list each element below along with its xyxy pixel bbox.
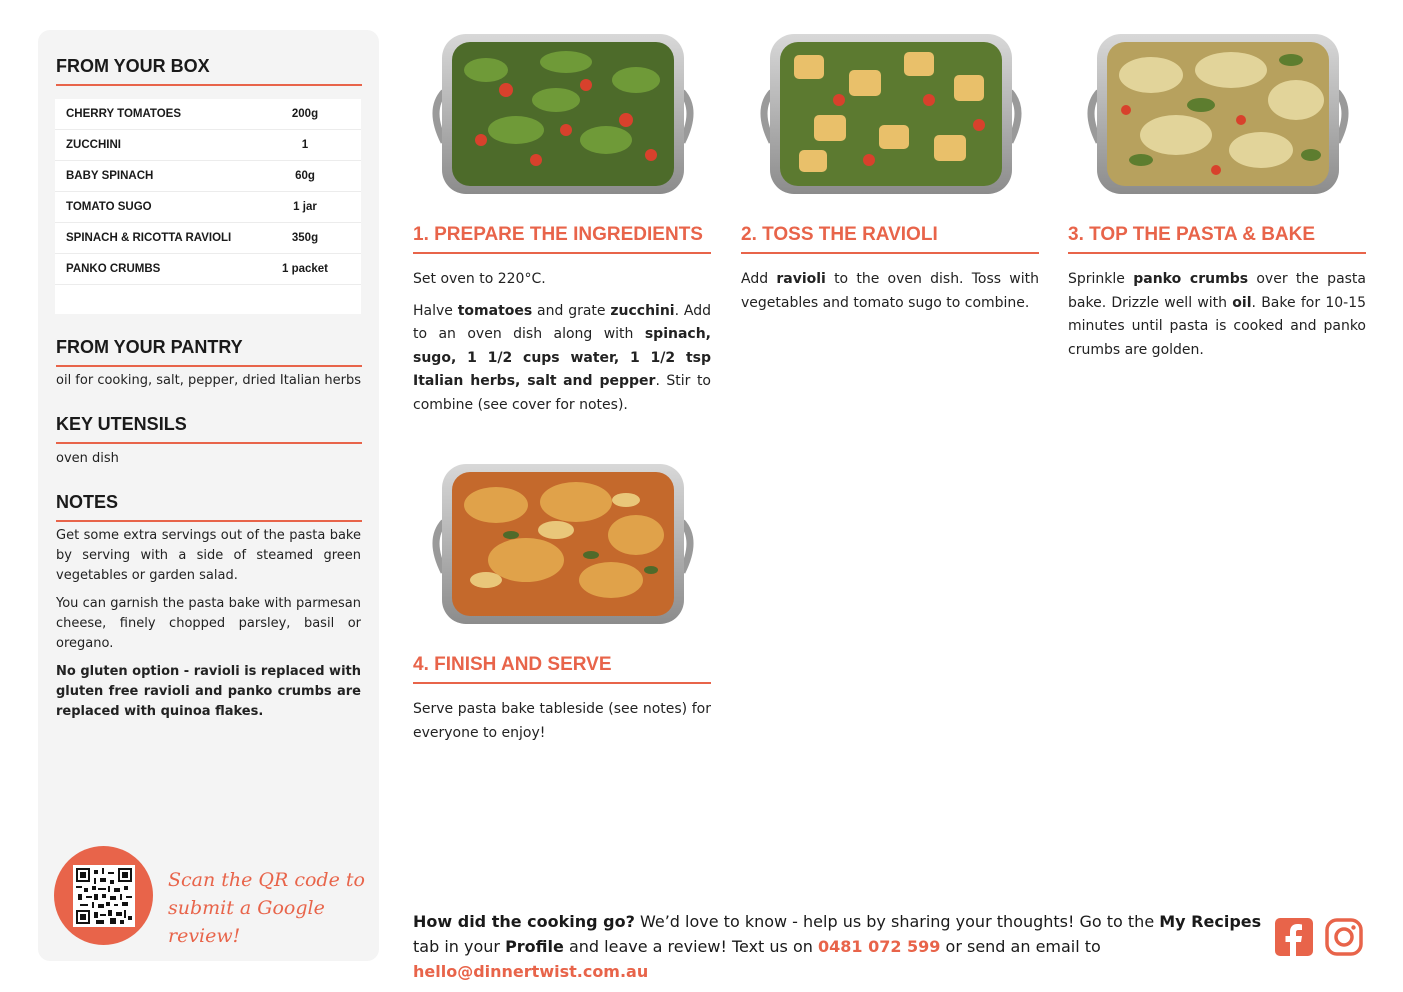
step-2-text: Add ravioli to the oven dish. Toss with vegetables and tomato sugo to combine. — [741, 271, 1039, 311]
notes-title: NOTES — [56, 492, 362, 522]
ingredient-name: BABY SPINACH — [66, 170, 154, 182]
step-2 — [741, 224, 1039, 323]
table-row — [55, 254, 361, 285]
step-1 — [413, 224, 711, 425]
facebook-icon[interactable] — [1275, 918, 1313, 956]
dish-image-step-3 — [1081, 30, 1355, 197]
ingredient-name: PANKO CRUMBS — [66, 263, 161, 275]
step-3 — [1068, 224, 1366, 370]
table-row — [55, 99, 361, 130]
step-3-title: 3. TOP THE PASTA & BAKE — [1068, 224, 1366, 254]
pantry-text: oil for cooking, salt, pepper, dried Italian herbs — [56, 373, 361, 388]
my-recipes-link[interactable]: My Recipes — [1159, 912, 1262, 931]
ingredient-qty: 1 — [301, 139, 309, 151]
footer-question: How did the cooking go? — [413, 912, 635, 931]
qr-badge — [54, 846, 153, 945]
ingredient-qty: 350g — [291, 232, 319, 244]
pantry-title: FROM YOUR PANTRY — [56, 337, 362, 367]
notes-paragraph: Get some extra servings out of the pasta bake by serving with a side of steamed green vegetables or garden salad. — [56, 528, 361, 583]
ingredient-name: SPINACH & RICOTTA RAVIOLI — [66, 232, 232, 244]
ingredient-name: CHERRY TOMATOES — [66, 108, 182, 120]
step-1-text: Halve tomatoes and grate zucchini. Add to an oven dish along with spinach, sugo, 1 1/2 cups water, 1 1/2 tsp Italian herbs, salt and pepper. Stir to combine (see cover for notes). — [413, 302, 711, 413]
notes-body — [56, 526, 361, 730]
ingredient-qty: 1 jar — [293, 201, 317, 213]
ingredient-name: TOMATO SUGO — [66, 201, 152, 213]
review-footer: How did the cooking go? We’d love to know - help us by sharing your thoughts! Go to the My Recipes tab in your Profile and leave a review! Text us on 0481 072 599 or send an email to hello@dinnertwist.com.au — [413, 912, 1262, 981]
instagram-icon[interactable] — [1325, 918, 1363, 956]
notes-paragraph: You can garnish the pasta bake with parmesan cheese, finely chopped parsley, basil or oregano. — [56, 596, 361, 651]
step-1-text: Set oven to 220°C. — [413, 271, 546, 287]
ingredient-qty: 200g — [291, 108, 319, 120]
phone-link[interactable]: 0481 072 599 — [817, 937, 941, 956]
notes-gluten-option: No gluten option - ravioli is replaced with gluten free ravioli and panko crumbs are replaced with quinoa flakes. — [56, 664, 361, 719]
table-row — [55, 192, 361, 223]
email-link[interactable]: hello@dinnertwist.com.au — [413, 962, 649, 981]
qr-code-icon — [76, 868, 132, 924]
qr-caption-line: submit a Google review! — [168, 897, 325, 947]
qr-code[interactable] — [73, 865, 135, 927]
ingredient-qty: 60g — [295, 170, 315, 182]
step-4 — [413, 654, 711, 753]
step-1-title: 1. PREPARE THE INGREDIENTS — [413, 224, 711, 254]
dish-image-step-4 — [426, 460, 700, 627]
step-4-text: Serve pasta bake tableside (see notes) for everyone to enjoy! — [413, 701, 711, 741]
qr-caption — [168, 866, 368, 950]
table-row — [55, 130, 361, 161]
qr-caption-line: Scan the QR code to — [168, 869, 365, 891]
dish-image-step-1 — [426, 30, 700, 197]
profile-link[interactable]: Profile — [505, 937, 564, 956]
ingredient-qty: 1 packet — [281, 263, 329, 275]
table-row — [55, 223, 361, 254]
table-row — [55, 161, 361, 192]
ingredient-name: ZUCCHINI — [66, 139, 121, 151]
sidebar-panel — [38, 30, 379, 961]
dish-image-step-2 — [754, 30, 1028, 197]
utensils-text: oven dish — [56, 451, 119, 466]
step-2-title: 2. TOSS THE RAVIOLI — [741, 224, 1039, 254]
step-4-title: 4. FINISH AND SERVE — [413, 654, 711, 684]
step-3-text: Sprinkle panko crumbs over the pasta bake. Drizzle well with oil. Bake for 10-15 minutes until pasta is cooked and panko crumbs are golden. — [1068, 271, 1367, 358]
ingredients-table — [55, 99, 361, 314]
box-title: FROM YOUR BOX — [56, 56, 362, 86]
utensils-title: KEY UTENSILS — [56, 414, 362, 444]
